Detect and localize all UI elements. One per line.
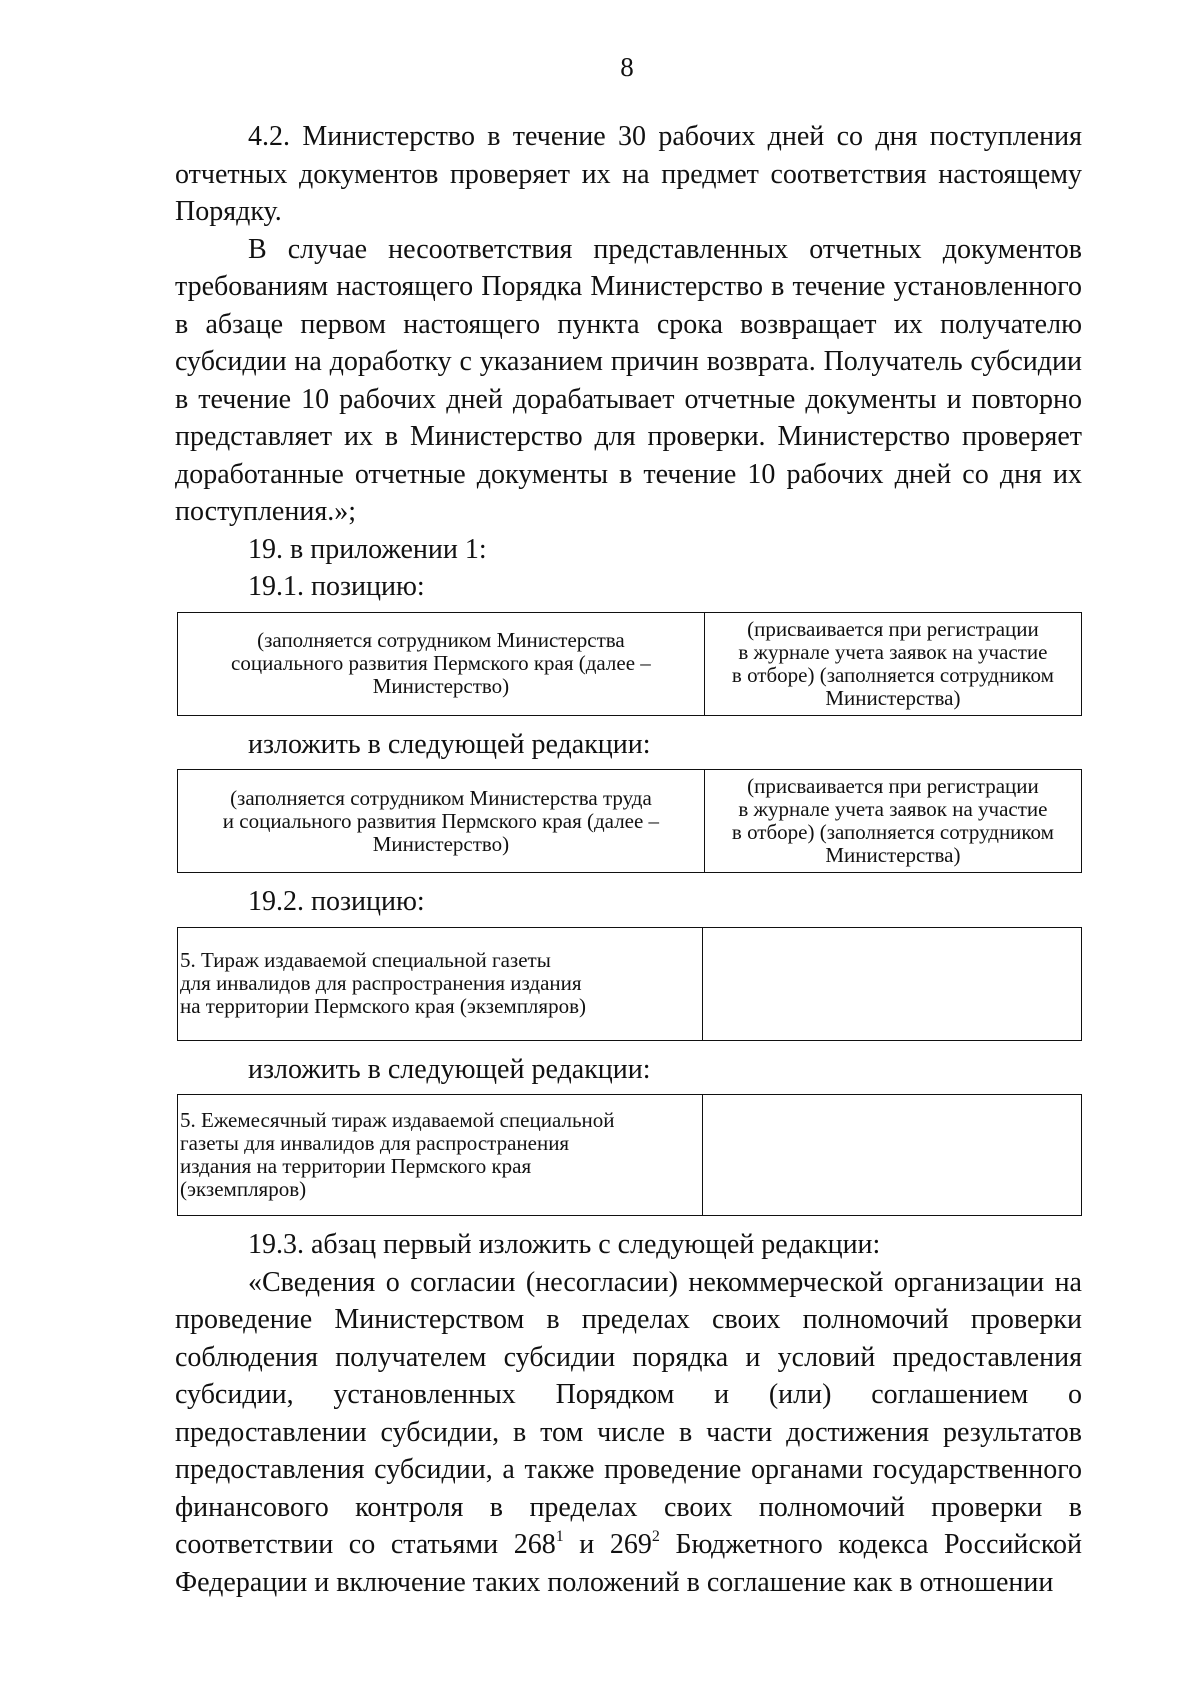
cell-line: (заполняется сотрудником Министерства труда [230,785,652,810]
table-cell-left [178,612,705,715]
table-cell-left [178,927,703,1040]
cell-line: (экземпляров) [180,1177,307,1201]
cell-line: в отборе) (заполняется сотрудником [731,662,1054,687]
cell-line: в журнале учета заявок на участие [738,639,1048,664]
cell-line: на территории Пермского края (экземпляров) [180,994,586,1018]
table-cell-right-empty [703,1095,1082,1216]
article-268-superscript: 1 [555,1527,564,1545]
cell-line: Министерство) [372,831,510,856]
cell-line: в отборе) (заполняется сотрудником [731,820,1054,844]
cell-line: (присваивается при регистрации [747,616,1039,641]
paragraph-noncompliance: В случае несоответствия представленных отчетных документов требованиям настоящего Порядка Министерство в течение установленного в абзаце первом настоящего пункта срока возвращает их получателю субсидии на доработку с указанием причин возврата. Получатель субсидии в течение 10 рабочих дней дорабатывает отчетные документы и повторно представляет их в Министерство для проверки. Министерство проверяет доработанные отчетные документы в течение 10 рабочих дней со дня их поступления.»; [175,233,1082,527]
article-269-superscript: 2 [651,1527,660,1545]
table-cell-right [704,770,1081,873]
cell-line: издания на территории Пермского края [180,1154,532,1178]
cell-line: социального развития Пермского края (далее – [231,651,651,675]
cell-line: газеты для инвалидов для распространения [180,1131,570,1155]
table-cell-right [704,612,1081,715]
cell-line: (заполняется сотрудником Министерства [257,628,625,652]
item-19-2: 19.2. позицию: [248,886,425,917]
document-body [175,118,1082,1601]
article-269: 269 [609,1529,652,1560]
cell-line: Министерство) [372,674,510,698]
table-19-1-old [177,612,1082,716]
item-19-1: 19.1. позицию: [248,571,425,602]
cell-line: 5. Ежемесячный тираж издаваемой специальной [180,1108,615,1132]
restate-heading-2: изложить в следующей редакции: [248,1053,651,1085]
table-cell-left [178,1095,703,1216]
page-number: 8 [620,52,634,82]
item-19-3: 19.3. абзац первый изложить с следующей редакции: [248,1229,881,1260]
consent-text-and: и [563,1529,610,1560]
cell-line: 5. Тираж издаваемой специальной газеты [180,948,551,972]
item-19: 19. в приложении 1: [248,533,487,565]
consent-text-end: Бюджетного кодекса Российской Федерации и включение таких положений в соглашение как в отношении [175,1529,1083,1598]
article-268: 268 [513,1529,556,1560]
consent-text-start: «Сведения о согласии (несогласии) некоммерческой организации на проведение Министерством в пределах своих полномочий проверки соблюдения получателем субсидии порядка и условий предоставления субсидии, установленных Порядком и (или) соглашением о предоставлении субсидии, в том числе в части достижения результатов предоставления субсидии, а также проведение органами государственного финансового контроля в пределах своих полномочий проверки в соответствии со статьями [175,1266,1082,1560]
cell-line: Министерства) [825,685,961,710]
table-19-2-new [177,1094,1082,1216]
table-cell-left [178,770,705,873]
cell-line: в журнале учета заявок на участие [738,797,1048,821]
table-19-2-old [177,927,1082,1041]
cell-line: для инвалидов для распространения издания [180,971,582,995]
table-cell-right-empty [703,927,1082,1040]
cell-line: (присваивается при регистрации [747,774,1039,798]
cell-line: и социального развития Пермского края (далее – [222,808,660,833]
cell-line: Министерства) [825,843,961,867]
table-19-1-new [177,769,1082,873]
paragraph-consent [175,1264,1082,1602]
paragraph-4-2: 4.2. Министерство в течение 30 рабочих дней со дня поступления отчетных документов проверяет их на предмет соответствия настоящему Порядку. [175,121,1082,227]
restate-heading-1: изложить в следующей редакции: [248,728,651,760]
